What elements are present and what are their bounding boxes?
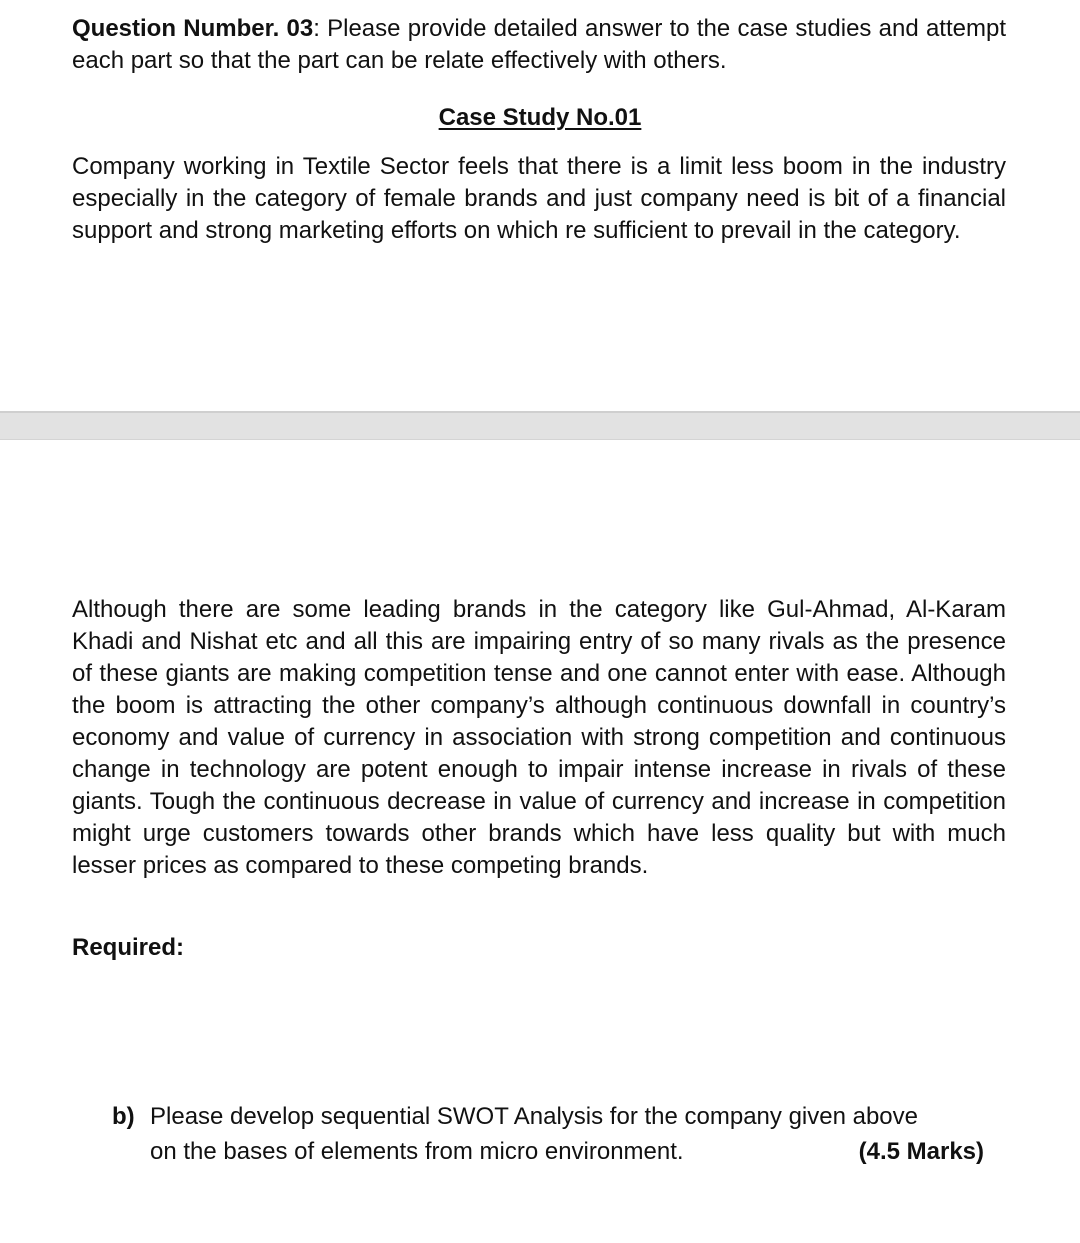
required-heading: Required: xyxy=(72,934,185,961)
part-b-marks: (4.5 Marks) xyxy=(858,1138,984,1165)
case-study-paragraph-2: Although there are some leading brands in the category like Gul-Ahmad, Al-Karam Khadi and Nishat etc and all this are impairing entry of so many rivals as the presence of these giants are making competition tense and one cannot enter with ease. Although the boom is attracting the other company’s although continuous downfall in country’s economy and value of currency in association with strong competition and continuous change in technology are potent enough to impair intense increase in rivals of these giants. Tough the continuous decrease in value of currency and increase in competition might urge customers towards other brands which have less quality but with much lesser prices as compared to these competing brands. xyxy=(72,596,1006,879)
page-separator-band xyxy=(0,411,1080,440)
part-b-label: b) xyxy=(112,1103,135,1130)
case-study-title: Case Study No.01 xyxy=(438,104,642,131)
question-number-label: Question Number. 03 xyxy=(72,15,314,42)
question-instruction: : Please provide detailed answer to the case studies and attempt each part so that the part can be relate effectively with others. xyxy=(72,15,1006,74)
question-header xyxy=(72,13,1006,77)
case-study-paragraph-1: Company working in Textile Sector feels that there is a limit less boom in the industry especially in the category of female brands and just company need is bit of a financial support and strong marketing efforts on which re sufficient to prevail in the category. xyxy=(72,153,1006,244)
part-b-text-line-1: Please develop sequential SWOT Analysis for the company given above xyxy=(150,1103,918,1130)
part-b-text-line-2: on the bases of elements from micro environment. xyxy=(150,1138,684,1165)
